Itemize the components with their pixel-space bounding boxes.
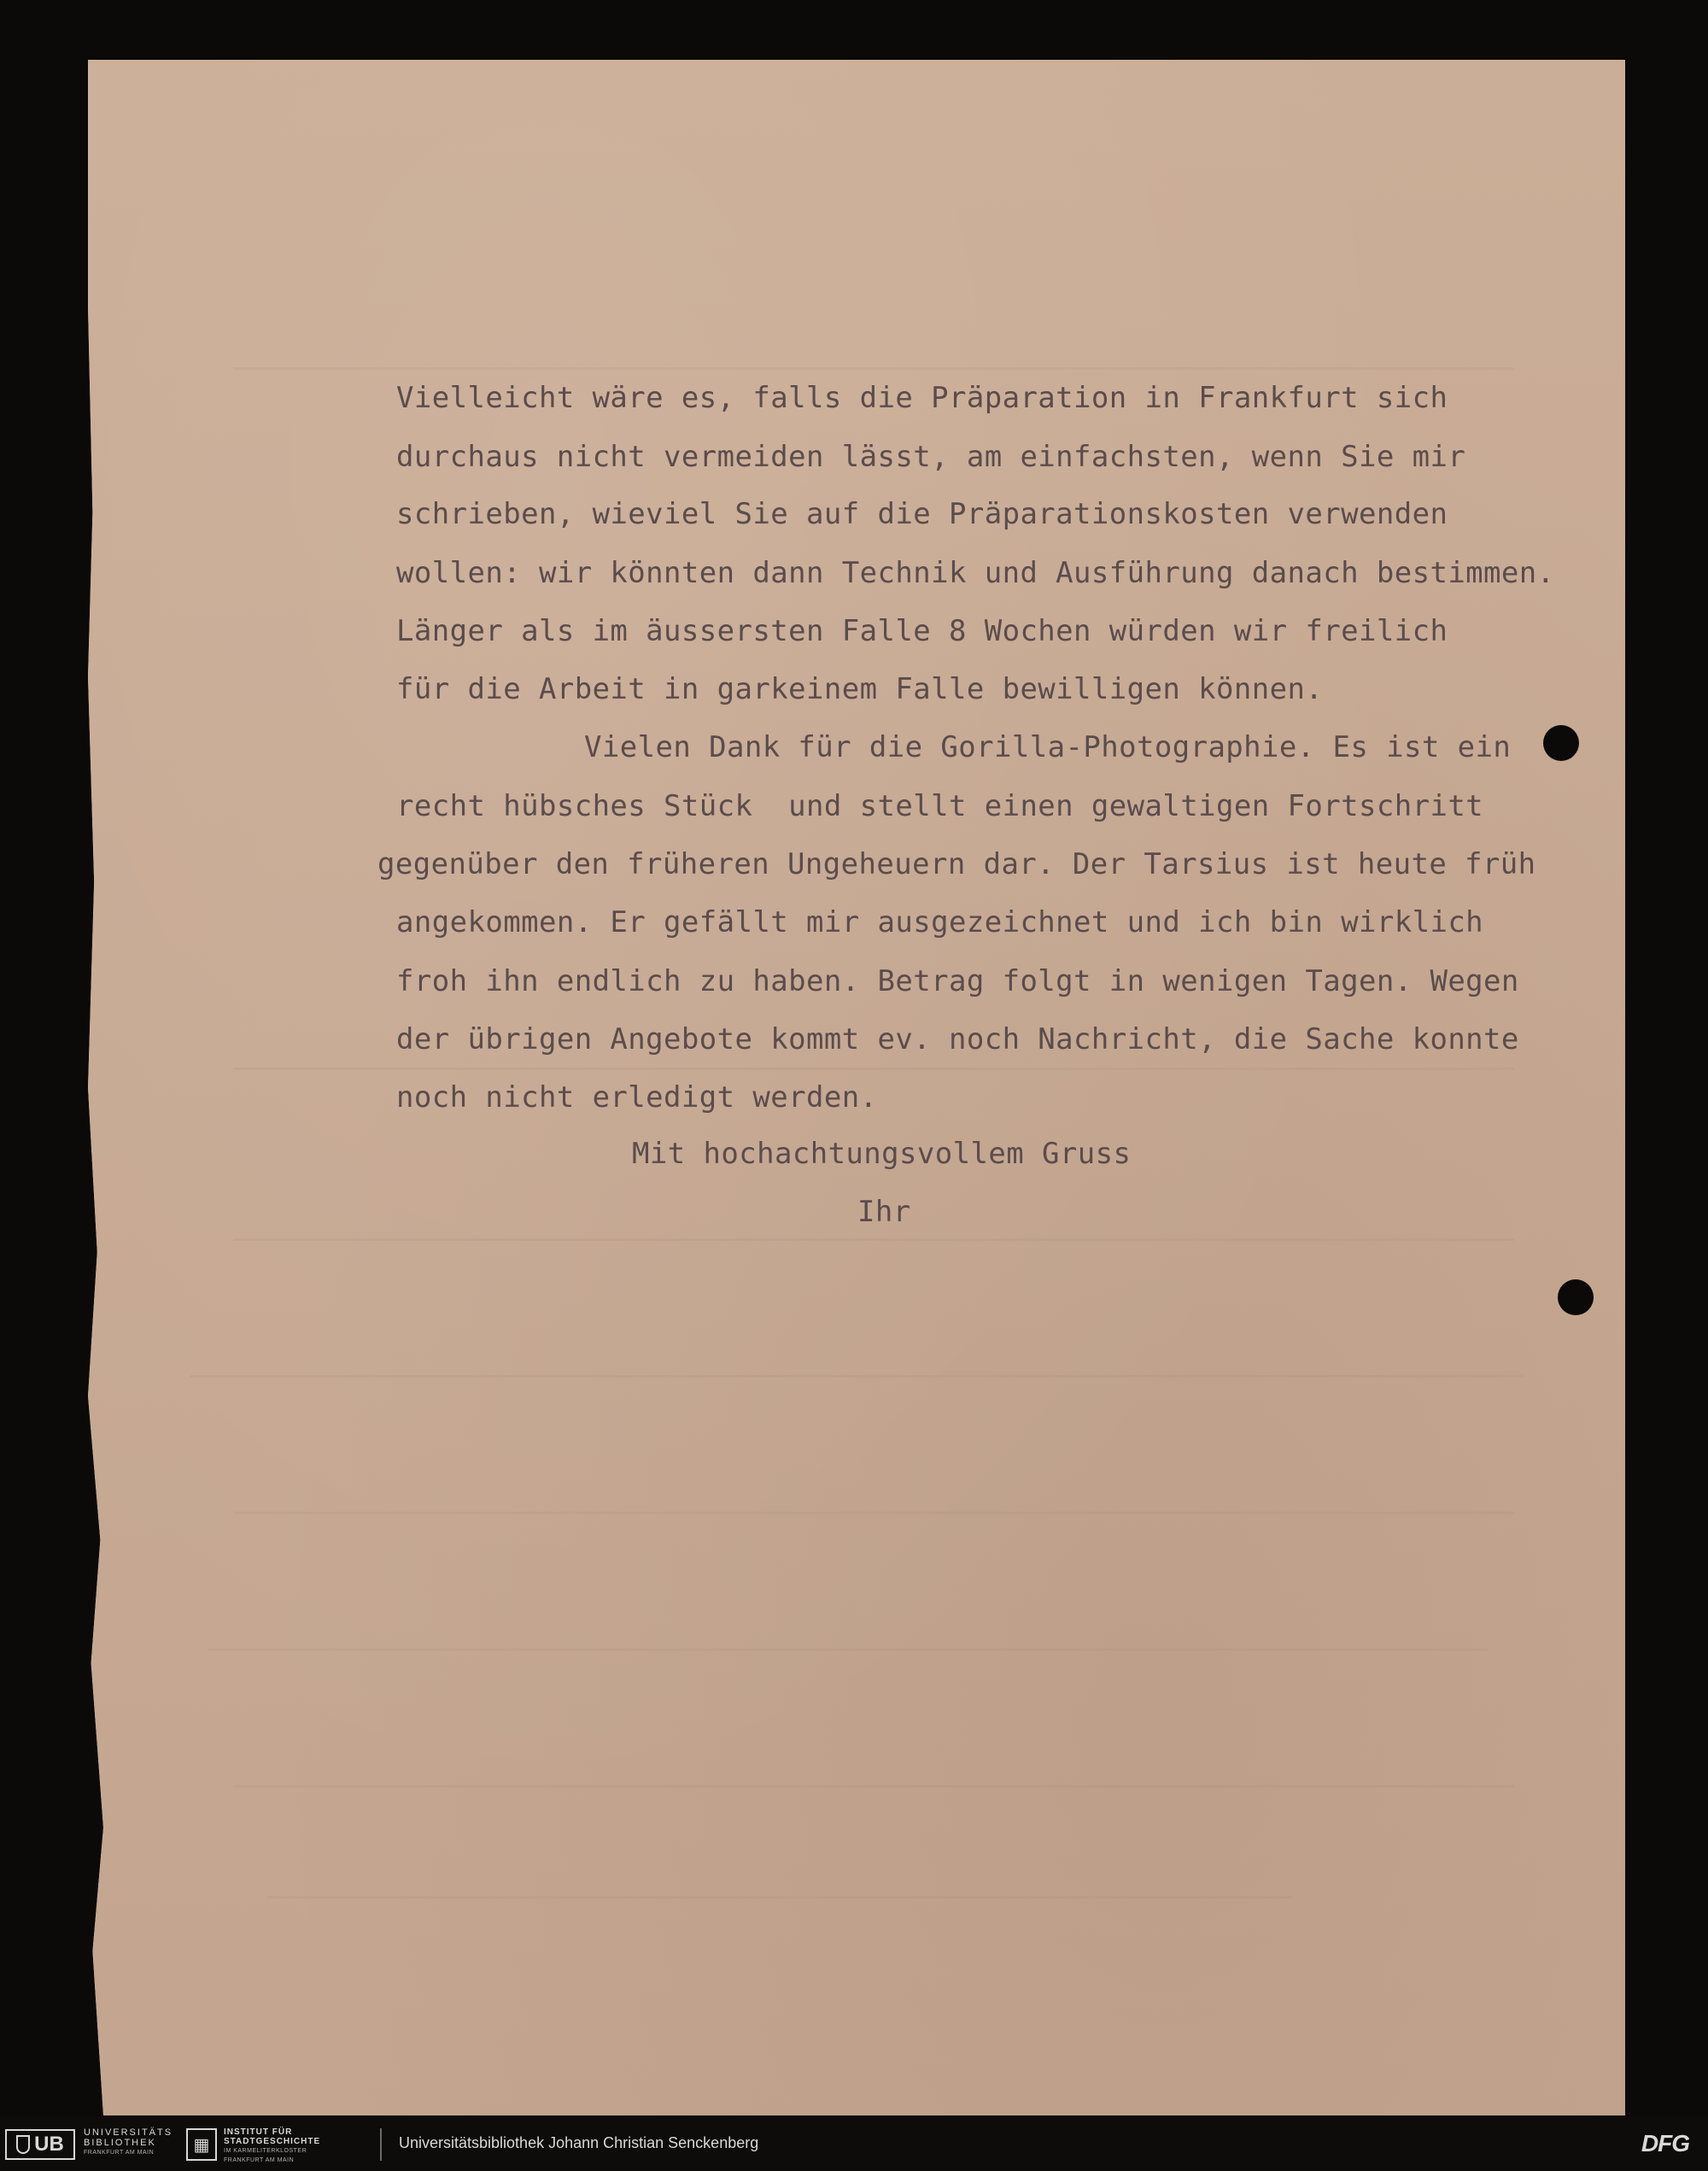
letter-line-13: noch nicht erledigt werden. xyxy=(396,1080,878,1115)
ifs-name-line-4: FRANKFURT AM MAIN xyxy=(224,2157,295,2163)
ifs-name-line-3: IM KARMELITERKLOSTER xyxy=(224,2148,307,2154)
letter-line-8: recht hübsches Stück und stellt einen gewaltigen Fortschritt xyxy=(396,789,1484,823)
letter-line-9: gegenüber den früheren Ungeheuern dar. Der Tarsius ist heute früh xyxy=(377,847,1536,881)
ub-logo-text: UB xyxy=(34,2133,64,2156)
crest-icon xyxy=(16,2135,30,2154)
bleed-through-line xyxy=(208,1648,1489,1651)
ub-name-line-2: BIBLIOTHEK xyxy=(84,2138,156,2148)
ub-logo xyxy=(5,2129,75,2160)
letter-signoff: Ihr xyxy=(857,1195,911,1229)
bleed-through-line xyxy=(233,1068,1514,1070)
letter-line-1: Vielleicht wäre es, falls die Präparation in Frankfurt sich xyxy=(396,381,1448,415)
ifs-name-line-1: INSTITUT FÜR xyxy=(224,2127,293,2137)
letter-line-5: Länger als im äussersten Falle 8 Wochen würden wir freilich xyxy=(396,614,1448,648)
letter-line-7: Vielen Dank für die Gorilla-Photographie. Es ist ein xyxy=(584,730,1512,764)
footer-bar xyxy=(0,2116,1708,2171)
letter-line-2: durchaus nicht vermeiden lässt, am einfachsten, wenn Sie mir xyxy=(396,440,1466,474)
ifs-logo-icon: ▦ xyxy=(186,2128,217,2161)
bleed-through-line xyxy=(190,1375,1523,1378)
punch-hole xyxy=(1558,1279,1594,1315)
letter-line-3: schrieben, wieviel Sie auf die Präparationskosten verwenden xyxy=(396,497,1448,531)
ifs-name-line-2: STADTGESCHICHTE xyxy=(224,2137,321,2146)
letter-line-6: für die Arbeit in garkeinem Falle bewilligen können. xyxy=(396,672,1324,706)
ub-name xyxy=(84,2127,173,2158)
dfg-logo: DFG xyxy=(1641,2130,1689,2156)
bleed-through-line xyxy=(267,1896,1292,1899)
letter-line-12: der übrigen Angebote kommt ev. noch Nachricht, die Sache konnte xyxy=(396,1022,1519,1056)
ub-name-line-3: FRANKFURT AM MAIN xyxy=(84,2150,155,2156)
ub-name-line-1: UNIVERSITÄTS xyxy=(84,2127,173,2138)
footer-title: Universitätsbibliothek Johann Christian Senckenberg xyxy=(399,2134,759,2151)
footer-divider xyxy=(380,2128,382,2161)
bleed-through-line xyxy=(233,1512,1514,1514)
letter-line-4: wollen: wir könnten dann Technik und Ausführung danach bestimmen. xyxy=(396,556,1555,590)
bleed-through-line xyxy=(233,1785,1514,1788)
letter-line-10: angekommen. Er gefällt mir ausgezeichnet und ich bin wirklich xyxy=(396,905,1484,939)
punch-hole xyxy=(1543,725,1579,761)
bleed-through-line xyxy=(233,367,1514,370)
ifs-name xyxy=(224,2127,320,2165)
letter-line-11: froh ihn endlich zu haben. Betrag folgt in wenigen Tagen. Wegen xyxy=(396,964,1519,998)
letter-closing: Mit hochachtungsvollem Gruss xyxy=(632,1137,1132,1171)
bleed-through-line xyxy=(233,1238,1514,1241)
